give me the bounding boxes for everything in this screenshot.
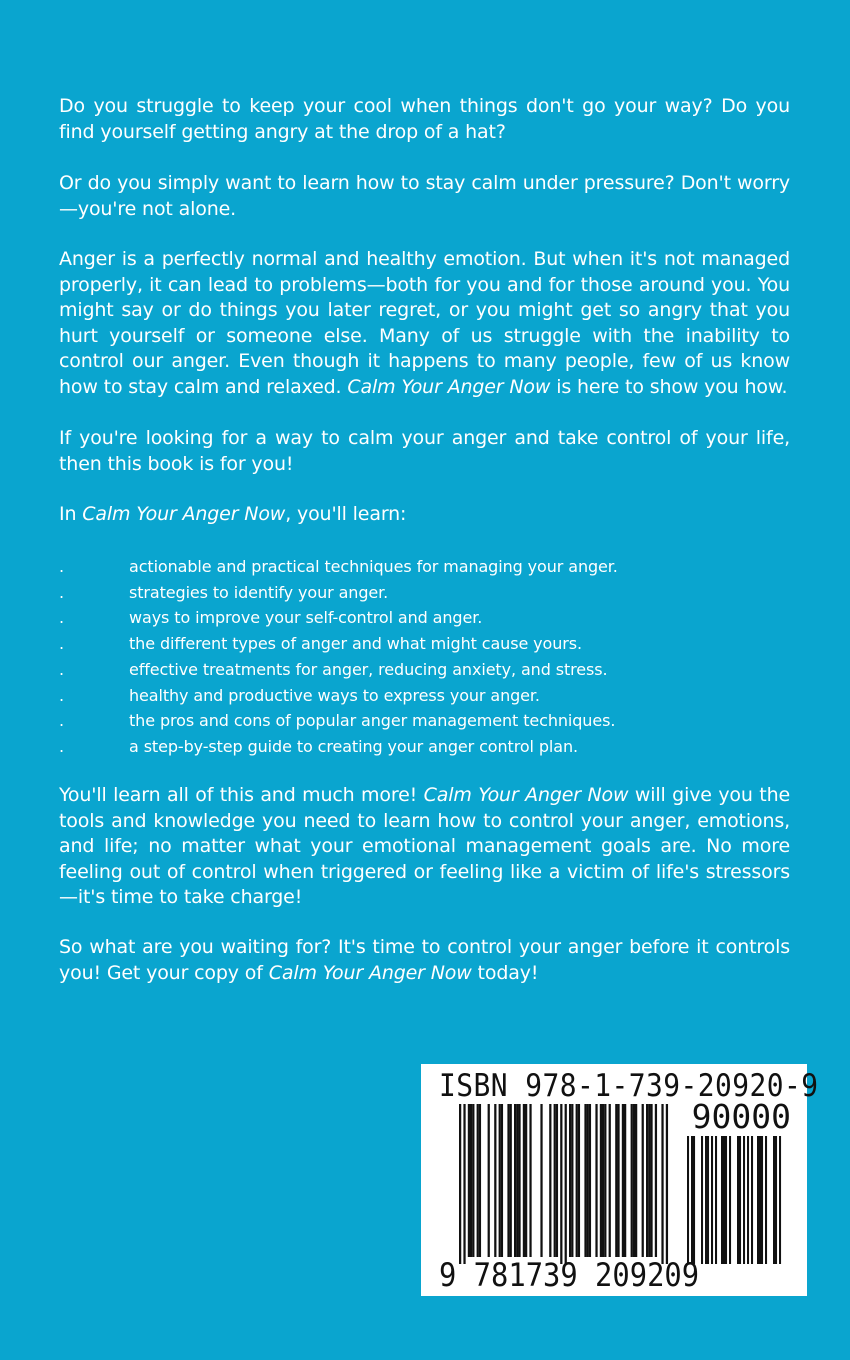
barcode-bar bbox=[554, 1104, 556, 1257]
barcode-bar bbox=[477, 1104, 479, 1257]
addon-barcode-bar bbox=[761, 1136, 763, 1264]
barcode-bar bbox=[587, 1104, 589, 1257]
learning-point-item bbox=[59, 708, 790, 734]
addon-barcode-bar bbox=[751, 1136, 753, 1264]
addon-barcode-bar bbox=[725, 1136, 727, 1264]
addon-barcode-bar bbox=[757, 1136, 759, 1264]
barcode-bar bbox=[633, 1104, 635, 1257]
bullet-marker: . bbox=[59, 608, 64, 628]
barcode-bar bbox=[589, 1104, 591, 1257]
barcode-bar bbox=[648, 1104, 650, 1257]
barcode-bar bbox=[661, 1104, 663, 1264]
addon-barcode-bar bbox=[759, 1136, 761, 1264]
bullet-marker: . bbox=[59, 659, 64, 679]
blurb-paragraph-7: So what are you waiting for? It's time to control your anger before it controls you! Get your copy of Calm Your Anger Now today! bbox=[59, 936, 790, 984]
addon-barcode-bar bbox=[747, 1136, 749, 1264]
learning-point-text: healthy and productive ways to express your anger. bbox=[129, 685, 540, 705]
barcode-bar bbox=[565, 1104, 567, 1264]
learning-point-item bbox=[59, 631, 790, 657]
barcode-bar bbox=[604, 1104, 606, 1257]
addon-barcode-bar bbox=[739, 1136, 741, 1264]
barcode-bar bbox=[516, 1104, 518, 1257]
addon-barcode-bar bbox=[765, 1136, 767, 1264]
learning-point-item bbox=[59, 605, 790, 631]
addon-barcode-bar bbox=[743, 1136, 745, 1264]
barcode-bar bbox=[576, 1104, 578, 1257]
addon-barcode-bar bbox=[729, 1136, 731, 1264]
addon-barcode-bar bbox=[723, 1136, 725, 1264]
addon-barcode-bar bbox=[687, 1136, 689, 1264]
ean-digits: 9 781739 209209 bbox=[439, 1256, 700, 1294]
blurb-paragraph-3: Anger is a perfectly normal and healthy emotion. But when it's not managed properly, it can lead to problems—both for you and for those around you. You might say or do things you later regret, or you might get so angry that you hurt yourself or someone else. Many of us struggle with the inability to control our anger. Even though it happens to many people, few of us know how to stay calm and relaxed. Calm Your Anger Now is here to show you how. bbox=[59, 248, 790, 398]
barcode-bar bbox=[569, 1104, 571, 1257]
barcode-bar bbox=[468, 1104, 470, 1257]
learning-point-item bbox=[59, 734, 790, 760]
blurb-paragraph-5: In Calm Your Anger Now, you'll learn: bbox=[59, 503, 407, 525]
barcode-bar bbox=[666, 1104, 668, 1264]
blurb-paragraph-4: If you're looking for a way to calm your anger and take control of your life, then this book is for you! bbox=[59, 427, 790, 475]
learning-point-text: ways to improve your self-control and anger. bbox=[129, 608, 483, 628]
learning-point-item bbox=[59, 554, 790, 580]
barcode-bar bbox=[584, 1104, 586, 1257]
barcode-bar bbox=[578, 1104, 580, 1257]
barcode-bar bbox=[479, 1104, 481, 1257]
blurb-paragraph-6: You'll learn all of this and much more! Calm Your Anger Now will give you the tools and knowledge you need to learn how to control your anger, emotions, and life; no matter what your emotional management goals are. No more feeling out of control when triggered or feeling like a victim of life's stressors—it's time to take charge! bbox=[59, 784, 791, 908]
addon-barcode-bar bbox=[707, 1136, 709, 1264]
barcode-bar bbox=[602, 1104, 604, 1257]
barcode-bar bbox=[617, 1104, 619, 1257]
bullet-marker: . bbox=[59, 582, 64, 602]
barcode-bar bbox=[488, 1104, 490, 1257]
learning-point-item bbox=[59, 580, 790, 606]
barcode-bar bbox=[507, 1104, 509, 1257]
barcode-bar bbox=[501, 1104, 503, 1257]
bullet-marker: . bbox=[59, 736, 64, 756]
isbn-barcode-box bbox=[421, 1064, 819, 1296]
barcode-bar bbox=[540, 1104, 542, 1257]
barcode-bar bbox=[518, 1104, 520, 1257]
blurb-paragraph-1: Do you struggle to keep your cool when things don't go your way? Do you find yourself getting angry at the drop of a hat? bbox=[59, 95, 790, 143]
barcode-bar bbox=[642, 1104, 644, 1257]
barcode-bar bbox=[622, 1104, 624, 1257]
barcode-bar bbox=[571, 1104, 573, 1257]
barcode-bar bbox=[635, 1104, 637, 1257]
barcode-bar bbox=[631, 1104, 633, 1257]
blurb-paragraph-2: Or do you simply want to learn how to stay calm under pressure? Don't worry—you're not alone. bbox=[59, 172, 790, 220]
barcode-bar bbox=[556, 1104, 558, 1257]
addon-barcode-bar bbox=[691, 1136, 693, 1264]
barcode-bar bbox=[525, 1104, 527, 1257]
barcode-bar bbox=[609, 1104, 611, 1257]
learning-point-text: a step-by-step guide to creating your anger control plan. bbox=[129, 736, 578, 756]
addon-barcode-bar bbox=[705, 1136, 707, 1264]
barcode-bar bbox=[646, 1104, 648, 1257]
price-code: 90000 bbox=[691, 1097, 791, 1136]
book-title: Calm Your Anger Now bbox=[268, 961, 472, 984]
barcode-bar bbox=[624, 1104, 626, 1257]
bullet-marker: . bbox=[59, 634, 64, 654]
barcode-bar bbox=[529, 1104, 531, 1257]
addon-barcode-bar bbox=[711, 1136, 713, 1264]
addon-barcode-bar bbox=[715, 1136, 717, 1264]
learning-point-text: actionable and practical techniques for managing your anger. bbox=[129, 557, 618, 576]
barcode-bar bbox=[463, 1104, 465, 1264]
learning-point-item bbox=[59, 683, 790, 709]
barcode-bar bbox=[650, 1104, 652, 1257]
book-title: Calm Your Anger Now bbox=[347, 375, 551, 398]
barcode-bar bbox=[472, 1104, 474, 1257]
learning-point-text: the different types of anger and what might cause yours. bbox=[129, 634, 582, 654]
book-title: Calm Your Anger Now bbox=[423, 784, 629, 806]
barcode-bar bbox=[600, 1104, 602, 1257]
barcode-bar bbox=[494, 1104, 496, 1257]
learning-point-text: strategies to identify your anger. bbox=[129, 582, 389, 602]
barcode-bar bbox=[510, 1104, 512, 1257]
book-title: Calm Your Anger Now bbox=[82, 503, 286, 525]
addon-barcode-bar bbox=[773, 1136, 775, 1264]
learning-point-text: effective treatments for anger, reducing anxiety, and stress. bbox=[129, 659, 608, 679]
barcode-bar bbox=[615, 1104, 617, 1257]
isbn-label: ISBN 978-1-739-20920-9 bbox=[439, 1068, 819, 1104]
addon-barcode-bar bbox=[693, 1136, 695, 1264]
learning-point-item bbox=[59, 657, 790, 683]
addon-barcode-bar bbox=[737, 1136, 739, 1264]
addon-barcode-bar bbox=[701, 1136, 703, 1264]
bullet-marker: . bbox=[59, 685, 64, 705]
barcode-bar bbox=[514, 1104, 516, 1257]
learning-point-text: the pros and cons of popular anger management techniques. bbox=[129, 711, 616, 731]
barcode-bar bbox=[595, 1104, 597, 1257]
addon-barcode-bar bbox=[779, 1136, 781, 1264]
bullet-marker: . bbox=[59, 711, 64, 731]
barcode-bar bbox=[470, 1104, 472, 1257]
barcode-bar bbox=[549, 1104, 551, 1257]
learning-points-list bbox=[59, 554, 790, 760]
addon-barcode-bar bbox=[721, 1136, 723, 1264]
addon-barcode-bar bbox=[775, 1136, 777, 1264]
barcode-bar bbox=[655, 1104, 657, 1257]
barcode-bar bbox=[560, 1104, 562, 1264]
barcode-bar bbox=[499, 1104, 501, 1257]
bullet-marker: . bbox=[59, 557, 64, 576]
barcode-bar bbox=[459, 1104, 461, 1264]
barcode-bar bbox=[523, 1104, 525, 1257]
